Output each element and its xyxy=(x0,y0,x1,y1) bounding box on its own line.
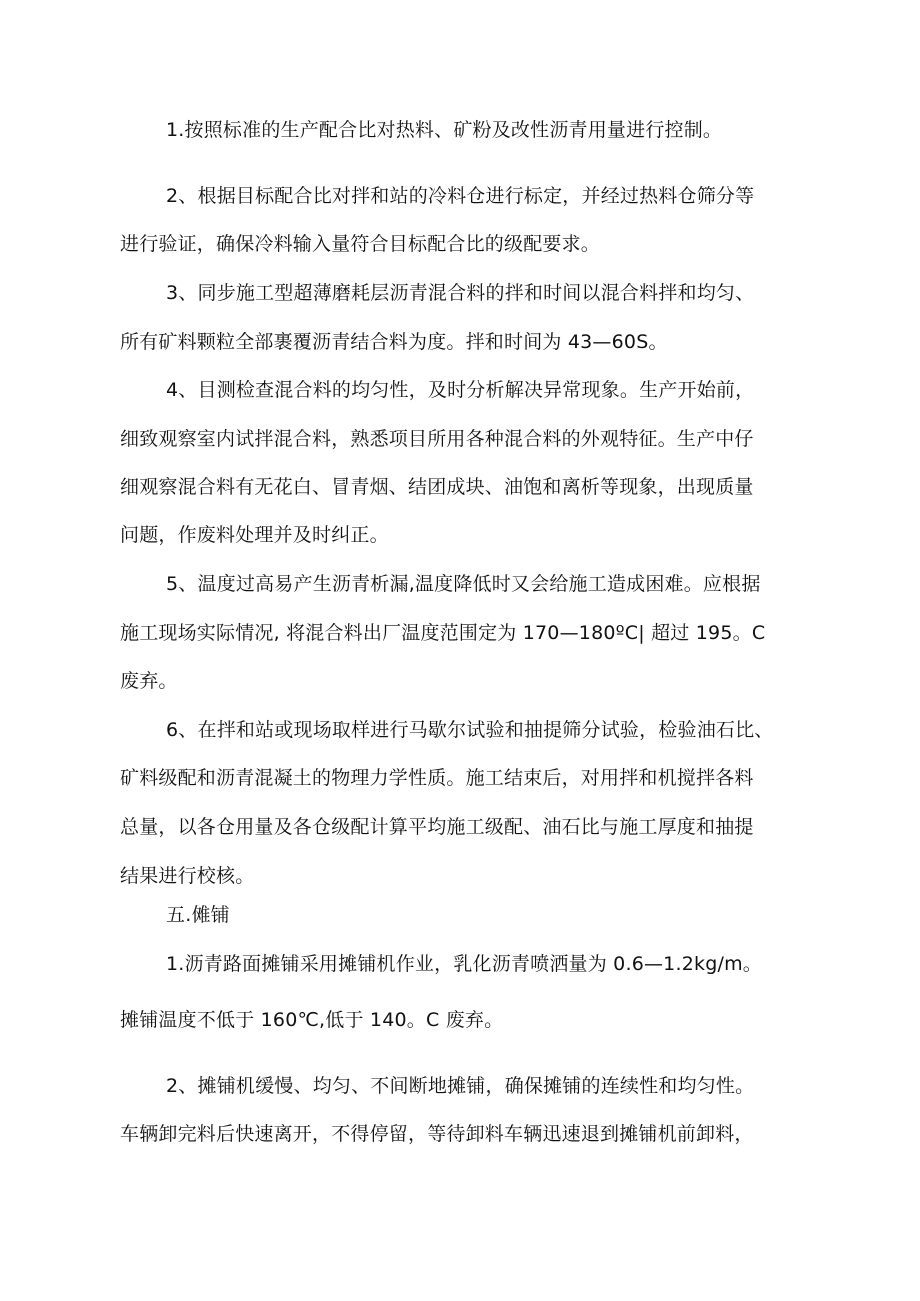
paragraph-2-line-2: 进行验证，确保冷料输入量符合目标配合比的级配要求。 xyxy=(120,233,601,255)
paragraph-3-line-2: 所有矿料颗粒全部裹覆沥青结合料为度。拌和时间为 43—60S。 xyxy=(120,331,668,353)
paving-paragraph-1-line-2: 摊铺温度不低于 160℃,低于 140。C 废弃。 xyxy=(120,1009,504,1031)
paragraph-4-line-1: 4、目测检查混合料的均匀性，及时分析解决异常现象。生产开始前， xyxy=(166,379,755,401)
section-heading-paving: 五.傩铺 xyxy=(166,904,230,926)
paragraph-4-line-4: 问题，作废料处理并及时纠正。 xyxy=(120,524,389,546)
paving-paragraph-2-line-2: 车辆卸完料后快速离开，不得停留，等待卸料车辆迅速退到摊铺机前卸料， xyxy=(120,1123,754,1145)
paragraph-6-line-4: 结果进行校核。 xyxy=(120,865,255,887)
paragraph-2-line-1: 2、根据目标配合比对拌和站的冷料仓进行标定，并经过热料仓筛分等 xyxy=(166,185,755,207)
paragraph-5-line-1: 5、温度过高易产生沥青析漏,温度降低时又会给施工造成困难。应根据 xyxy=(166,573,761,595)
paragraph-6-line-2: 矿料级配和沥青混凝土的物理力学性质。施工结束后，对用拌和机搅拌各料 xyxy=(120,767,754,789)
paragraph-3-line-1: 3、同步施工型超薄磨耗层沥青混合料的拌和时间以混合料拌和均匀、 xyxy=(166,282,755,304)
paragraph-1-line-1: 1.按照标准的生产配合比对热料、矿粉及改性沥青用量进行控制。 xyxy=(166,119,723,141)
paragraph-5-line-3: 废弃。 xyxy=(120,670,178,692)
paving-paragraph-1-line-1: 1.沥青路面摊铺采用摊铺机作业，乳化沥青喷洒量为 0.6—1.2kg/m。 xyxy=(166,953,762,975)
paragraph-4-line-3: 细观察混合料有无花白、冒青烟、结团成块、油饱和离析等现象，出现质量 xyxy=(120,476,754,498)
paving-paragraph-2-line-1: 2、摊铺机缓慢、均匀、不间断地摊铺，确保摊铺的连续性和均匀性。 xyxy=(166,1075,755,1097)
paragraph-5-line-2: 施工现场实际情况, 将混合料出厂温度范围定为 170—180ºC| 超过 195。C xyxy=(120,622,766,644)
paragraph-6-line-1: 6、在拌和站或现场取样进行马歇尔试验和抽提筛分试验，检验油石比、 xyxy=(166,719,774,741)
paragraph-6-line-3: 总量，以各仓用量及各仓级配计算平均施工级配、油石比与施工厚度和抽提 xyxy=(120,816,754,838)
paragraph-4-line-2: 细致观察室内试拌混合料，熟悉项目所用各种混合料的外观特征。生产中仔 xyxy=(120,428,754,450)
